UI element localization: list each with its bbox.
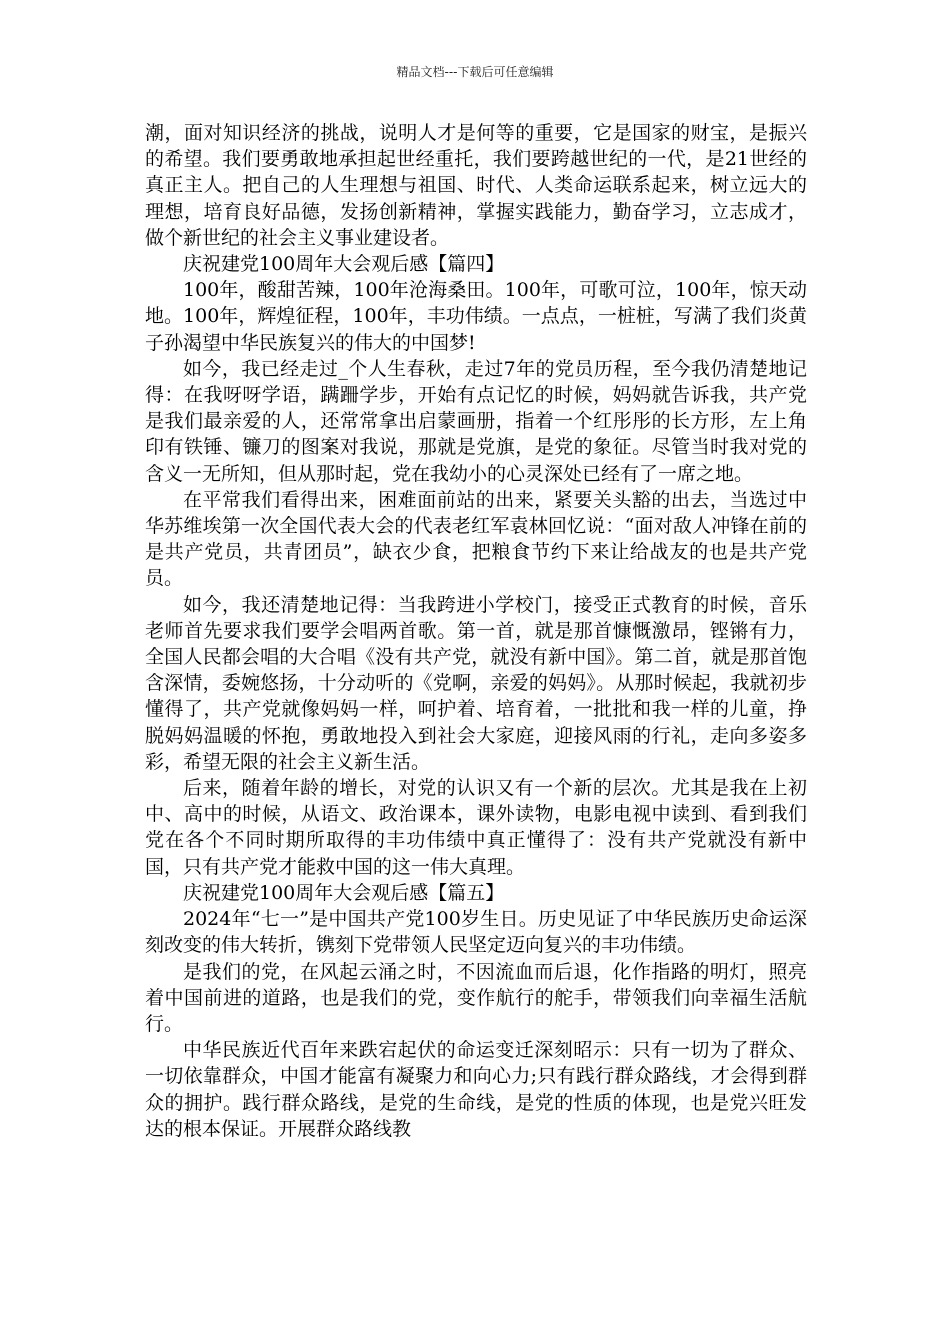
paragraph: 在平常我们看得出来，困难面前站的出来，紧要关头豁的出去，当选过中华苏维埃第一次全国代表大会的代表老红军袁林回忆说：“面对敌人冲锋在前的是共产党员，共青团员”，缺衣少食，把粮食节约下来让给战友的也是共产党员。 <box>145 488 807 590</box>
paragraph: 如今，我还清楚地记得：当我跨进小学校门，接受正式教育的时候，音乐老师首先要求我们要学会唱两首歌。第一首，就是那首慷慨激昂，铿锵有力，全国人民都会唱的大合唱《没有共产党，就没有新中国》。第二首，就是那首饱含深情，委婉悠扬，十分动听的《党啊，亲爱的妈妈》。从那时候起，我就初步懂得了，共产党就像妈妈一样，呵护着、培育着，一批批和我一样的儿童，挣脱妈妈温暖的怀抱，勇敢地投入到社会大家庭，迎接风雨的行礼，走向多姿多彩，希望无限的社会主义新生活。 <box>145 593 807 773</box>
paragraph: 100年，酸甜苦辣，100年沧海桑田。100年，可歌可泣，100年，惊天动地。100年，辉煌征程，100年，丰功伟绩。一点点，一桩桩，写满了我们炎黄子孙渴望中华民族复兴的伟大的中国梦! <box>145 279 807 354</box>
paragraph: 后来，随着年龄的增长，对党的认识又有一个新的层次。尤其是我在上初中、高中的时候，从语文、政治课本，课外读物，电影电视中读到、看到我们党在各个不同时期所取得的丰功伟绩中真正懂得了：没有共产党就没有新中国，只有共产党才能救中国的这一伟大真理。 <box>145 777 807 878</box>
document-body <box>145 120 807 1142</box>
paragraph: 中华民族近代百年来跌宕起伏的命运变迁深刻昭示：只有一切为了群众、一切依靠群众，中国才能富有凝聚力和向心力;只有践行群众路线，才会得到群众的拥护。践行群众路线，是党的生命线，是党的性质的体现，也是党兴旺发达的根本保证。开展群众路线教 <box>145 1039 807 1140</box>
section-heading-part-4: 庆祝建党100周年大会观后感【篇四】 <box>183 253 505 276</box>
paragraph-continuation: 潮，面对知识经济的挑战，说明人才是何等的重要，它是国家的财宝，是振兴的希望。我们要勇敢地承担起世经重托，我们要跨越世纪的一代，是21世经的真正主人。把自己的人生理想与祖国、时代、人类命运联系起来，树立远大的理想，培育良好品德，发扬创新精神，掌握实践能力，勤奋学习，立志成才，做个新世纪的社会主义事业建设者。 <box>145 122 807 249</box>
paragraph: 2024年“七一”是中国共产党100岁生日。历史见证了中华民族历史命运深刻改变的伟大转折，镌刻下党带领人民坚定迈向复兴的丰功伟绩。 <box>145 908 807 957</box>
paragraph: 如今，我已经走过_个人生春秋，走过7年的党员历程，至今我仍清楚地记得：在我呀呀学语，蹒跚学步，开始有点记忆的时候，妈妈就告诉我，共产党是我们最亲爱的人，还常常拿出启蒙画册，指着一个红彤彤的长方形，左上角印有铁锤、镰刀的图案对我说，那就是党旗，是党的象征。尽管当时我对党的含义一无所知，但从那时起，党在我幼小的心灵深处已经有了一席之地。 <box>145 357 807 485</box>
page-header: 精品文档---下载后可任意编辑 <box>396 65 554 79</box>
paragraph: 是我们的党，在风起云涌之时，不因流血而后退，化作指路的明灯，照亮着中国前进的道路，也是我们的党，变作航行的舵手，带领我们向幸福生活航行。 <box>145 960 807 1035</box>
section-heading-part-5: 庆祝建党100周年大会观后感【篇五】 <box>183 881 505 904</box>
